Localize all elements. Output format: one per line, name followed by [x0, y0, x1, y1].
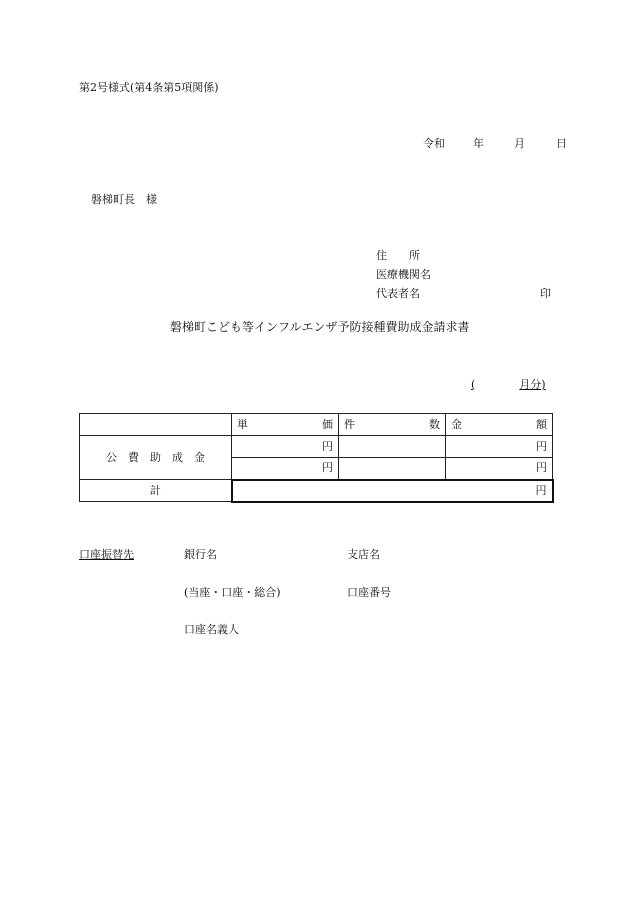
- form-number: 第2号様式(第4条第5項関係): [79, 81, 219, 94]
- month-share: [471, 378, 546, 392]
- header-count-a: 件: [344, 417, 355, 431]
- header-count-b: 数: [429, 417, 440, 431]
- institution-label: 医療機関名: [376, 268, 431, 281]
- bank-name-label: 銀行名: [184, 548, 217, 561]
- account-number-label: 口座番号: [347, 586, 391, 599]
- header-amount-b: 額: [536, 417, 547, 431]
- seal-mark: 印: [540, 287, 551, 300]
- addressee: 磐梯町長 様: [91, 193, 157, 206]
- header-row: [80, 414, 553, 436]
- date-line: [423, 137, 567, 151]
- representative-label: 代表者名: [376, 287, 420, 300]
- day-label: 日: [556, 137, 567, 150]
- branch-name-label: 支店名: [347, 548, 380, 561]
- account-type-label: (当座・口座・総合): [184, 586, 281, 599]
- total-amount-cell[interactable]: 円: [232, 480, 553, 502]
- month-share-label: 月分): [519, 378, 546, 391]
- year-label: 年: [473, 137, 484, 150]
- table-row: [80, 436, 553, 458]
- header-unit-price: [232, 414, 339, 436]
- subsidy-row-label: 公 費 助 成 金: [80, 436, 232, 480]
- total-label: 計: [80, 480, 232, 502]
- header-count: [339, 414, 446, 436]
- header-blank: [80, 414, 232, 436]
- address-label: 住 所: [376, 249, 420, 262]
- header-unit-b: 価: [322, 417, 333, 431]
- count-cell-2[interactable]: [339, 458, 446, 480]
- amount-cell-1[interactable]: 円: [446, 436, 553, 458]
- header-amount: [446, 414, 553, 436]
- claim-table: [79, 413, 554, 503]
- header-amount-a: 金: [451, 417, 462, 431]
- era: 令和: [423, 137, 445, 150]
- amount-cell-2[interactable]: 円: [446, 458, 553, 480]
- header-unit-a: 単: [237, 417, 248, 431]
- count-cell-1[interactable]: [339, 436, 446, 458]
- account-label: 口座振替先: [79, 548, 134, 561]
- unit-price-cell-1[interactable]: 円: [232, 436, 339, 458]
- account-holder-label: 口座名義人: [184, 623, 239, 636]
- month-share-open: (: [471, 378, 476, 391]
- total-row: [80, 480, 553, 502]
- unit-price-cell-2[interactable]: 円: [232, 458, 339, 480]
- document-title: 磐梯町こども等インフルエンザ予防接種費助成金請求書: [170, 320, 470, 334]
- month-label: 月: [514, 137, 525, 150]
